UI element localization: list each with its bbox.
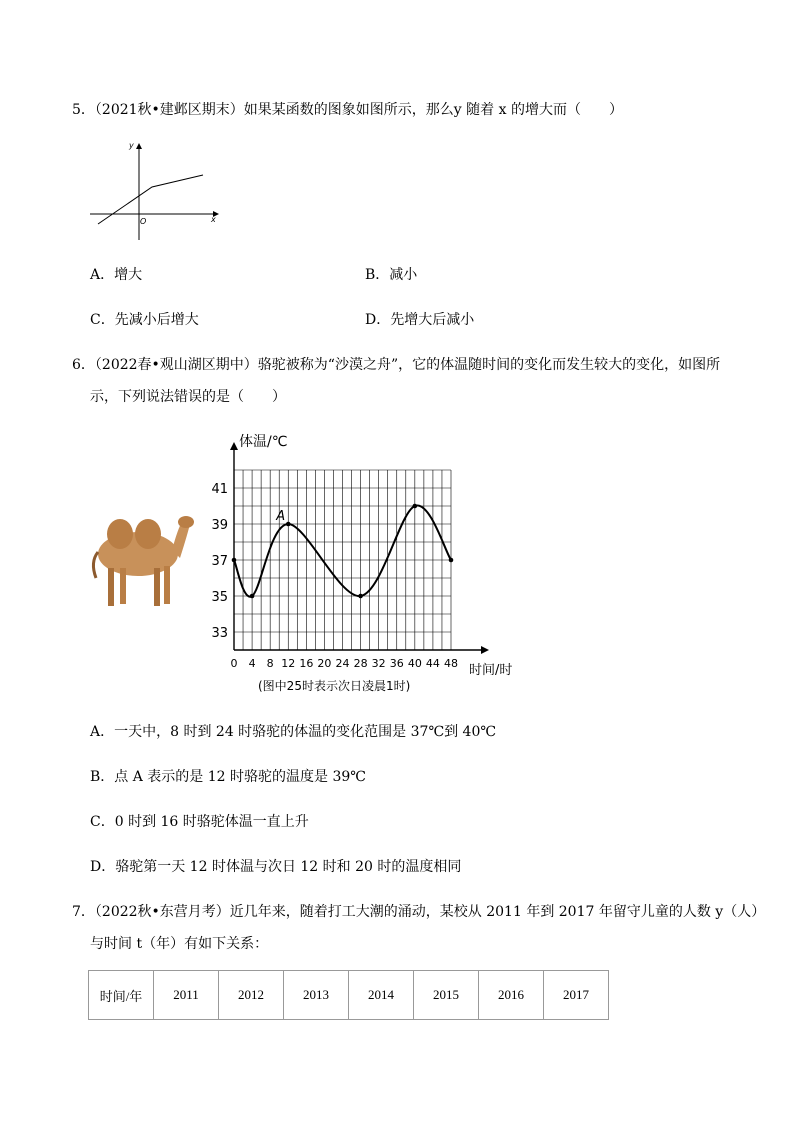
- q5-option-d: D．先增大后减小: [365, 312, 475, 328]
- data-point: [358, 594, 363, 599]
- point-a-label: A: [276, 509, 286, 524]
- y-tick-label: 33: [211, 626, 228, 641]
- data-point: [286, 522, 291, 527]
- q6-option-b: B．点 A 表示的是 12 时骆驼的温度是 39℃: [90, 769, 366, 785]
- data-point: [232, 558, 237, 563]
- table-header-cell: 时间/年: [89, 971, 154, 1020]
- q5-option-a: A．增大: [90, 267, 143, 283]
- x-axis-label: 时间/时: [469, 663, 513, 678]
- q7-table: [88, 970, 609, 1020]
- x-tick-label: 16: [299, 657, 314, 670]
- q6-option-a: A．一天中，8 时到 24 时骆驼的体温的变化范围是 37℃到 40℃: [90, 724, 497, 740]
- q7-text-line2: 与时间 t（年）有如下关系：: [90, 936, 269, 952]
- data-point: [449, 558, 454, 563]
- x-tick-label: 12: [281, 657, 296, 670]
- table-cell-year: 2014: [349, 971, 414, 1020]
- table-cell-year: 2016: [479, 971, 544, 1020]
- x-axis-arrow: [481, 646, 489, 654]
- q5-y-label: y: [129, 141, 134, 150]
- temperature-chart: [200, 430, 530, 700]
- y-tick-label: 39: [211, 518, 228, 533]
- x-tick-label: 24: [335, 657, 350, 670]
- data-point: [250, 594, 255, 599]
- q5-origin-label: O: [140, 217, 147, 226]
- q6-text-line1: 6．（2022春•观山湖区期中）骆驼被称为“沙漠之舟”，它的体温随时间的变化而发生较大的变化，如图所: [72, 357, 721, 373]
- q7-text-line1: 7．（2022秋•东营月考）近几年来，随着打工大潮的涌动，某校从 2011 年到 2017 年留守儿童的人数 y（人）: [72, 904, 766, 920]
- y-axis-arrow: [230, 442, 238, 450]
- table-row: [89, 971, 609, 1020]
- table-cell-year: 2017: [544, 971, 609, 1020]
- x-tick-label: 28: [353, 657, 368, 670]
- x-tick-label: 44: [425, 657, 440, 670]
- x-tick-label: 4: [248, 657, 256, 670]
- y-axis-label: 体温/℃: [239, 434, 288, 450]
- q6-option-d: D．骆驼第一天 12 时体温与次日 12 时和 20 时的温度相同: [90, 859, 462, 875]
- q5-option-b: B．减小: [365, 267, 418, 283]
- x-tick-label: 32: [371, 657, 386, 670]
- q5-function-graph: [85, 140, 225, 240]
- x-tick-label: 0: [230, 657, 238, 670]
- x-tick-label: 8: [266, 657, 274, 670]
- table-cell-year: 2011: [154, 971, 219, 1020]
- data-point: [413, 504, 418, 509]
- table-cell-year: 2013: [284, 971, 349, 1020]
- q5-option-c: C．先减小后增大: [90, 312, 199, 328]
- x-tick-label: 48: [444, 657, 458, 670]
- x-tick-label: 20: [317, 657, 332, 670]
- q6-text-line2: 示，下列说法错误的是（ ）: [90, 389, 286, 405]
- x-tick-label: 40: [407, 657, 422, 670]
- camel-image: [86, 506, 196, 610]
- table-cell-year: 2015: [414, 971, 479, 1020]
- y-tick-label: 37: [211, 554, 228, 569]
- chart-caption: (图中25时表示次日凌晨1时): [258, 679, 411, 693]
- q5-x-label: x: [211, 215, 216, 224]
- q6-option-c: C．0 时到 16 时骆驼体温一直上升: [90, 814, 309, 830]
- y-tick-label: 41: [211, 482, 228, 497]
- x-tick-label: 36: [389, 657, 404, 670]
- y-tick-label: 35: [211, 590, 228, 605]
- table-cell-year: 2012: [219, 971, 284, 1020]
- q5-text: 5．（2021秋•建邺区期末）如果某函数的图象如图所示，那么y 随着 x 的增大而（ ）: [72, 102, 623, 118]
